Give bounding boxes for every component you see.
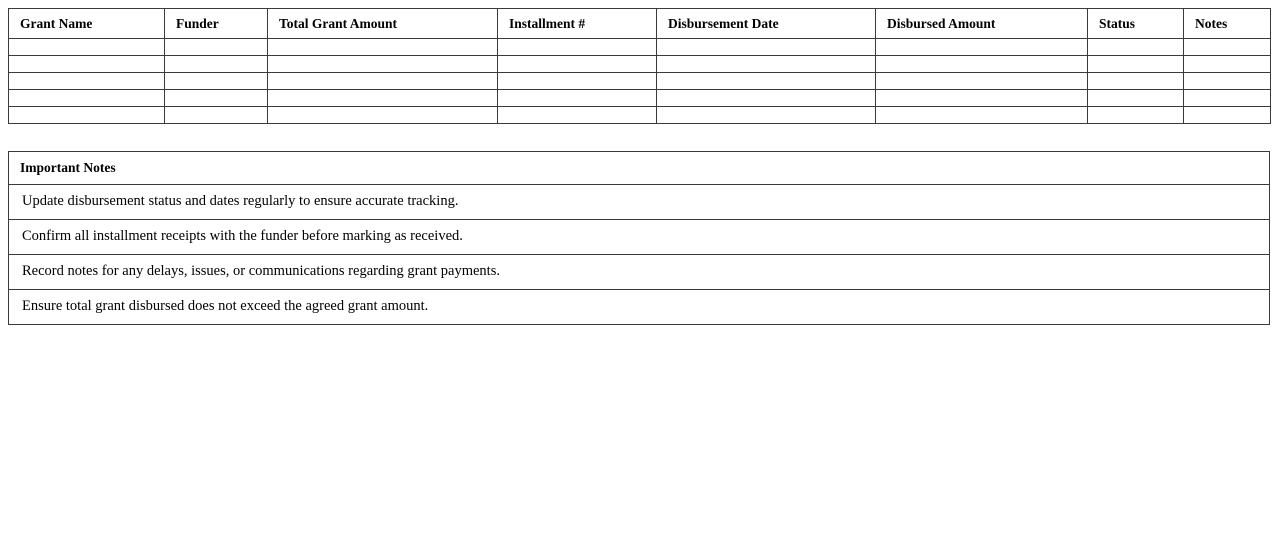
table-cell[interactable] [1184,56,1271,73]
important-note-row [9,290,1270,325]
table-row[interactable] [9,90,1271,107]
important-notes-table [8,151,1270,325]
table-cell[interactable] [165,73,268,90]
section-spacer [8,124,1270,151]
table-cell[interactable] [9,73,165,90]
table-cell[interactable] [165,90,268,107]
table-cell[interactable] [9,39,165,56]
table-cell[interactable] [165,107,268,124]
grant-disbursement-table [8,8,1271,124]
column-header-disbursed-amount: Disbursed Amount [876,9,1088,39]
table-cell[interactable] [1184,107,1271,124]
column-header-status: Status [1088,9,1184,39]
important-notes-body [9,152,1270,325]
table-cell[interactable] [1184,90,1271,107]
table-cell[interactable] [498,73,657,90]
table-cell[interactable] [498,107,657,124]
table-cell[interactable] [876,107,1088,124]
important-note-text: Ensure total grant disbursed does not exceed the agreed grant amount. [9,290,1270,325]
table-cell[interactable] [1088,39,1184,56]
table-row[interactable] [9,39,1271,56]
important-note-text: Update disbursement status and dates regularly to ensure accurate tracking. [9,185,1270,220]
column-header-notes: Notes [1184,9,1271,39]
table-cell[interactable] [268,73,498,90]
table-cell[interactable] [876,90,1088,107]
column-header-total-grant-amount: Total Grant Amount [268,9,498,39]
table-cell[interactable] [1088,73,1184,90]
table-cell[interactable] [498,90,657,107]
column-header-funder: Funder [165,9,268,39]
table-cell[interactable] [657,90,876,107]
table-cell[interactable] [657,107,876,124]
important-note-row [9,185,1270,220]
table-cell[interactable] [876,56,1088,73]
table-header [9,9,1271,39]
table-cell[interactable] [1088,90,1184,107]
table-cell[interactable] [1088,56,1184,73]
important-note-row [9,255,1270,290]
table-cell[interactable] [9,107,165,124]
table-row[interactable] [9,73,1271,90]
table-header-row [9,9,1271,39]
table-cell[interactable] [1184,73,1271,90]
table-cell[interactable] [268,90,498,107]
table-cell[interactable] [657,73,876,90]
table-row[interactable] [9,56,1271,73]
table-row[interactable] [9,107,1271,124]
table-cell[interactable] [268,39,498,56]
table-cell[interactable] [165,39,268,56]
table-cell[interactable] [268,107,498,124]
important-note-text: Confirm all installment receipts with the funder before marking as received. [9,220,1270,255]
important-note-text: Record notes for any delays, issues, or communications regarding grant payments. [9,255,1270,290]
table-cell[interactable] [165,56,268,73]
column-header-disbursement-date: Disbursement Date [657,9,876,39]
table-cell[interactable] [657,56,876,73]
table-cell[interactable] [1088,107,1184,124]
table-cell[interactable] [498,39,657,56]
table-cell[interactable] [876,39,1088,56]
table-cell[interactable] [1184,39,1271,56]
table-cell[interactable] [498,56,657,73]
table-cell[interactable] [876,73,1088,90]
table-cell[interactable] [268,56,498,73]
table-cell[interactable] [9,90,165,107]
table-cell[interactable] [9,56,165,73]
table-cell[interactable] [657,39,876,56]
column-header-grant-name: Grant Name [9,9,165,39]
important-notes-heading-row [9,152,1270,185]
table-body [9,39,1271,124]
important-note-row [9,220,1270,255]
column-header-installment-number: Installment # [498,9,657,39]
important-notes-heading: Important Notes [9,152,1270,185]
